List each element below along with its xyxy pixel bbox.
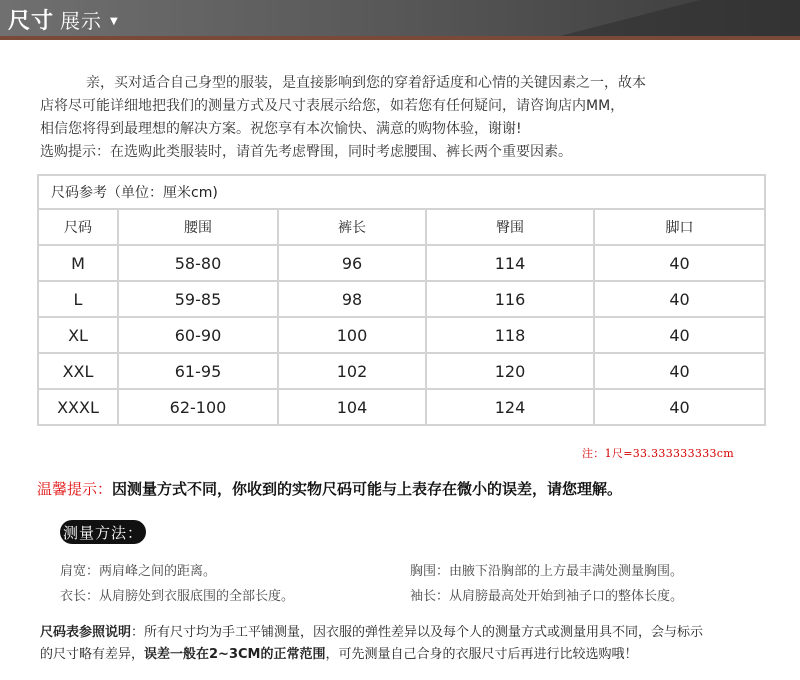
sleeve-length-note: 袖长：从肩膀最高处开始到袖子口的整体长度。 [410, 589, 684, 604]
table-cell: 120 [426, 353, 594, 389]
header-cell-size: 尺码 [38, 209, 118, 245]
warm-tip-label: 温馨提示： [37, 480, 113, 498]
table-cell: 59-85 [118, 281, 278, 317]
measurement-method-badge: 测量方法： [60, 520, 146, 544]
table-cell: 58-80 [118, 245, 278, 281]
chest-note: 胸围：由腋下沿胸部的上方最丰满处测量胸围。 [410, 564, 684, 579]
table-cell: 102 [278, 353, 426, 389]
table-cell: 124 [426, 389, 594, 425]
table-cell: 40 [594, 389, 765, 425]
ref-note-text-2a: 的尺寸略有差异， [40, 647, 145, 662]
ref-note-label: 尺码表参照说明 [40, 625, 132, 640]
table-cell: 60-90 [118, 317, 278, 353]
size-table-caption-row [38, 175, 765, 209]
size-table-header-row [38, 209, 765, 245]
table-cell: 40 [594, 281, 765, 317]
table-row [38, 281, 765, 317]
table-cell: L [38, 281, 118, 317]
table-cell: XXXL [38, 389, 118, 425]
table-row [38, 353, 765, 389]
table-cell: XL [38, 317, 118, 353]
intro-line-3: 相信您将得到最理想的解决方案。祝您享有本次愉快、满意的购物体验，谢谢! [40, 121, 522, 137]
table-row [38, 245, 765, 281]
dropdown-triangle-icon: ▼ [110, 15, 118, 27]
table-cell: 40 [594, 317, 765, 353]
garment-length-note: 衣长：从肩膀处到衣服底围的全部长度。 [60, 589, 295, 604]
table-cell: 40 [594, 353, 765, 389]
header-cell-length: 裤长 [278, 209, 426, 245]
intro-line-4: 选购提示：在选购此类服装时，请首先考虑臀围，同时考虑腰围、裤长两个重要因素。 [40, 144, 572, 160]
unit-conversion-note: 注：1尺=33.333333333cm [582, 447, 734, 460]
table-cell: 40 [594, 245, 765, 281]
header-title-main: 尺寸 [8, 8, 55, 34]
table-cell: 98 [278, 281, 426, 317]
table-cell: M [38, 245, 118, 281]
intro-line-2: 店将尽可能详细地把我们的测量方式及尺寸表展示给您，如若您有任何疑问，请咨询店内MM， [40, 98, 625, 114]
table-cell: 114 [426, 245, 594, 281]
header-title-sub: 展示 [60, 8, 103, 33]
ref-note-text-1: ：所有尺寸均为手工平铺测量，因衣服的弹性差异以及每个人的测量方式或测量用具不同，会与标示 [131, 625, 704, 640]
intro-line-1: 亲，买对适合自己身型的服装，是直接影响到您的穿着舒适度和心情的关键因素之一，故本 [86, 75, 646, 91]
table-cell: 100 [278, 317, 426, 353]
table-row [38, 317, 765, 353]
intro-paragraph [40, 72, 760, 164]
table-cell: 96 [278, 245, 426, 281]
table-cell: 104 [278, 389, 426, 425]
header-title [8, 6, 118, 32]
size-table [37, 174, 766, 426]
table-cell: 62-100 [118, 389, 278, 425]
shoulder-width-note: 肩宽：两肩峰之间的距离。 [60, 564, 217, 579]
header-cell-hem: 脚口 [594, 209, 765, 245]
table-row [38, 389, 765, 425]
warm-tip-text: 因测量方式不同，你收到的实物尺码可能与上表存在微小的误差，请您理解。 [112, 480, 623, 498]
header-cell-waist: 腰围 [118, 209, 278, 245]
warm-tip [37, 478, 622, 499]
ref-note-error-range: 误差一般在2~3CM的正常范围 [144, 647, 326, 662]
header-cell-hip: 臀围 [426, 209, 594, 245]
size-table-caption: 尺码参考（单位：厘米cm) [38, 175, 765, 209]
ref-note-text-2c: ，可先测量自己合身的衣服尺寸后再进行比较选购哦！ [325, 647, 638, 662]
table-cell: 116 [426, 281, 594, 317]
table-cell: 118 [426, 317, 594, 353]
table-cell: 61-95 [118, 353, 278, 389]
header-background [0, 0, 800, 40]
table-cell: XXL [38, 353, 118, 389]
size-reference-note [40, 622, 770, 666]
section-header [0, 0, 800, 40]
